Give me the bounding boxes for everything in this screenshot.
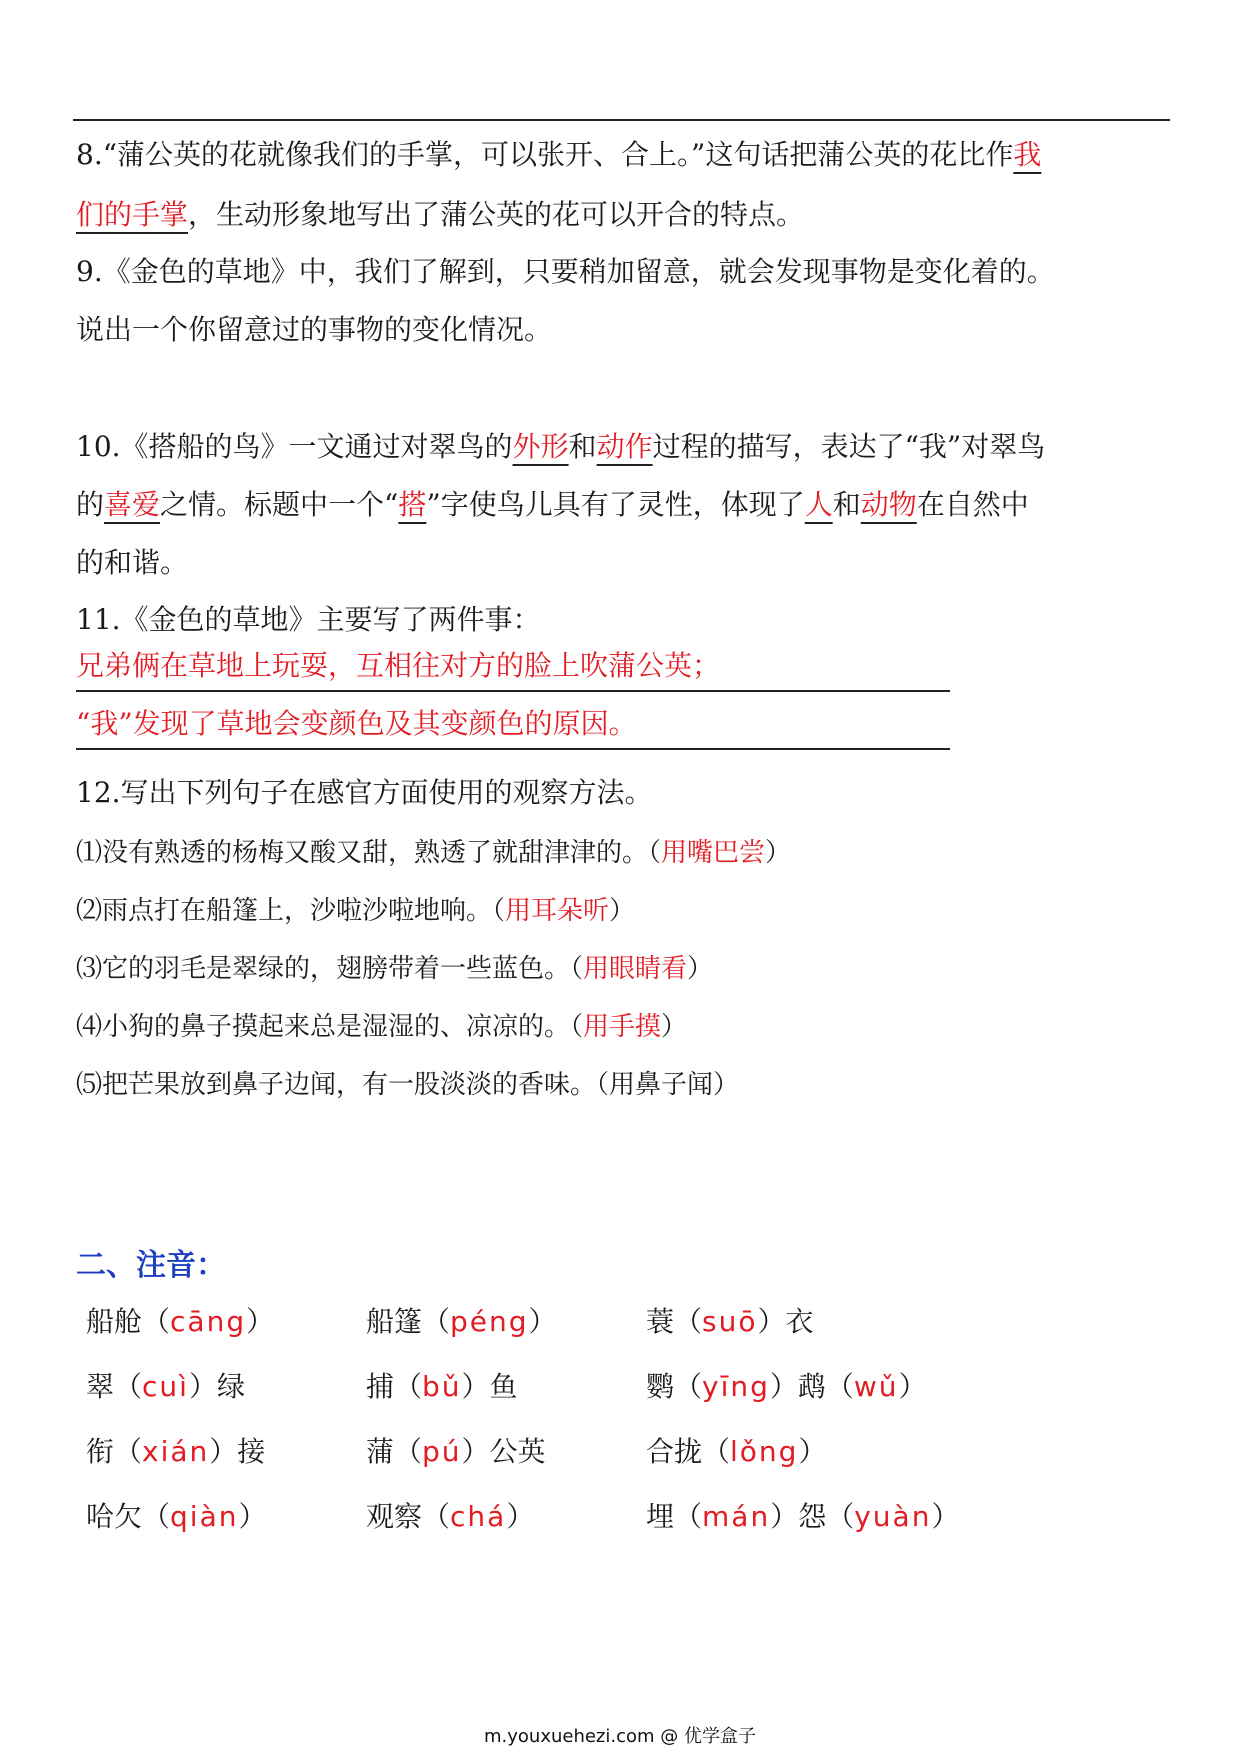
- q10-answer-human: 人: [804, 488, 833, 521]
- q10-text: 的: [76, 488, 105, 521]
- q11-title: 11.《金色的草地》主要写了两件事：: [76, 603, 541, 636]
- q8-line-1: [76, 135, 1041, 175]
- hanzi: ）怨（: [770, 1500, 855, 1533]
- section-heading: 二、注音：: [76, 1248, 226, 1283]
- pinyin: mán: [702, 1500, 771, 1533]
- pinyin: cuì: [142, 1370, 189, 1403]
- pinyin-item: [86, 1302, 274, 1342]
- hanzi: 鹦（: [646, 1370, 703, 1403]
- q10-line-1: [76, 427, 1045, 467]
- hanzi: ）衣: [757, 1305, 814, 1338]
- q10-text: 之情。标题中一个“: [160, 488, 399, 521]
- pinyin: yuàn: [854, 1500, 932, 1533]
- pinyin-item: [366, 1367, 518, 1407]
- hanzi: ）: [506, 1500, 535, 1533]
- q8-text: 8.“蒲公英的花就像我们的手掌，可以张开、合上。”这句话把蒲公英的花比作: [76, 138, 1014, 171]
- q10-line-2: [76, 485, 1029, 525]
- hanzi: ）: [246, 1305, 275, 1338]
- pinyin: xián: [142, 1435, 210, 1468]
- footer-watermark: m.youxuehezi.com @ 优学盒子: [483, 1726, 756, 1747]
- q11-answer-1: 兄弟俩在草地上玩耍，互相往对方的脸上吹蒲公英；: [76, 649, 721, 682]
- pinyin-item: [646, 1367, 927, 1407]
- q12-item-2: [76, 891, 635, 931]
- q12-item-answer: 用嘴巴尝: [661, 838, 766, 868]
- q12-item-5: ⑸把芒果放到鼻子边闻，有一股淡淡的香味。（用鼻子闻）: [76, 1070, 740, 1100]
- q10-text: 过程的描写，表达了“我”对翠鸟: [652, 430, 1046, 463]
- q8-text-2: ，生动形象地写出了蒲公英的花可以开合的特点。: [188, 198, 805, 231]
- q12-item-text: ⑴没有熟透的杨梅又酸又甜，熟透了就甜津津的。（: [76, 838, 662, 868]
- q12-item-close: ）: [661, 1012, 688, 1042]
- pinyin-item: [86, 1497, 267, 1537]
- q8-answer-part1: 我: [1013, 138, 1042, 171]
- hanzi: 船篷（: [366, 1305, 451, 1338]
- hanzi: ）: [798, 1435, 827, 1468]
- hanzi: ）: [528, 1305, 557, 1338]
- q12-item-close: ）: [687, 954, 714, 984]
- q8-line-2: [76, 195, 804, 235]
- hanzi: 蒲（: [366, 1435, 423, 1468]
- q12-item-text: ⑶它的羽毛是翠绿的，翅膀带着一些蓝色。（: [76, 954, 584, 984]
- pinyin-item: [646, 1302, 814, 1342]
- top-divider: [73, 119, 1170, 121]
- pinyin: cāng: [170, 1305, 247, 1338]
- q12-item-3: [76, 949, 713, 989]
- hanzi: 观察（: [366, 1500, 451, 1533]
- q12-item-close: ）: [765, 838, 792, 868]
- pinyin-item: [366, 1432, 546, 1472]
- q10-text: ”字使鸟儿具有了灵性，体现了: [426, 488, 805, 521]
- q9-line-2: 说出一个你留意过的事物的变化情况。: [76, 313, 553, 346]
- q12-item-answer: 用手摸: [583, 1012, 662, 1042]
- pinyin-item: [646, 1497, 959, 1537]
- q9-line-1: 9.《金色的草地》中，我们了解到，只要稍加留意，就会发现事物是变化着的。: [76, 255, 1055, 288]
- q12-item-close: ）: [609, 896, 636, 926]
- hanzi: ）接: [209, 1435, 266, 1468]
- q10-answer-word: 搭: [398, 488, 427, 521]
- q8-answer-part2: 们的手掌: [76, 198, 189, 231]
- hanzi: 合拢（: [646, 1435, 731, 1468]
- q12-item-answer: 用眼睛看: [583, 954, 688, 984]
- pinyin: bǔ: [422, 1370, 462, 1403]
- hanzi: ）鱼: [461, 1370, 518, 1403]
- pinyin-item: [86, 1367, 245, 1407]
- pinyin: péng: [450, 1305, 529, 1338]
- q11-answer-line-1: [76, 646, 950, 692]
- q12-item-answer: 用耳朵听: [505, 896, 610, 926]
- pinyin-item: [86, 1432, 265, 1472]
- pinyin: qiàn: [170, 1500, 239, 1533]
- q11-answer-2: “我”发现了草地会变颜色及其变颜色的原因。: [76, 707, 637, 740]
- pinyin-item: [366, 1302, 557, 1342]
- hanzi: ）: [898, 1370, 927, 1403]
- q12-item-text: ⑷小狗的鼻子摸起来总是湿湿的、凉凉的。（: [76, 1012, 584, 1042]
- q10-text: 和: [832, 488, 861, 521]
- hanzi: 船舱（: [86, 1305, 171, 1338]
- hanzi: ）鹉（: [769, 1370, 854, 1403]
- q10-answer-love: 喜爱: [104, 488, 161, 521]
- q10-answer-appearance: 外形: [512, 430, 569, 463]
- hanzi: ）公英: [461, 1435, 546, 1468]
- hanzi: 翠（: [86, 1370, 143, 1403]
- q10-text: 和: [568, 430, 597, 463]
- hanzi: ）绿: [188, 1370, 245, 1403]
- q12-item-text: ⑵雨点打在船篷上，沙啦沙啦地响。（: [76, 896, 506, 926]
- q10-answer-animal: 动物: [860, 488, 917, 521]
- q12-item-4: [76, 1007, 687, 1047]
- hanzi: 埋（: [646, 1500, 703, 1533]
- q10-text: 在自然中: [916, 488, 1029, 521]
- q12-item-1: [76, 833, 791, 873]
- pinyin-item: [366, 1497, 534, 1537]
- pinyin: wǔ: [853, 1370, 899, 1403]
- hanzi: 哈欠（: [86, 1500, 171, 1533]
- hanzi: ）: [931, 1500, 960, 1533]
- q12-title: 12.写出下列句子在感官方面使用的观察方法。: [76, 776, 653, 809]
- hanzi: 蓑（: [646, 1305, 703, 1338]
- pinyin: lǒng: [730, 1435, 799, 1468]
- q10-line-3: 的和谐。: [76, 546, 189, 579]
- pinyin: chá: [450, 1500, 507, 1533]
- pinyin: pú: [422, 1435, 462, 1468]
- pinyin-item: [646, 1432, 826, 1472]
- q10-text: 10.《搭船的鸟》一文通过对翠鸟的: [76, 430, 513, 463]
- hanzi: 捕（: [366, 1370, 423, 1403]
- q10-answer-action: 动作: [596, 430, 653, 463]
- pinyin: yīng: [702, 1370, 770, 1403]
- hanzi: ）: [238, 1500, 267, 1533]
- hanzi: 衔（: [86, 1435, 143, 1468]
- q11-answer-line-2: [76, 704, 950, 750]
- pinyin: suō: [702, 1305, 758, 1338]
